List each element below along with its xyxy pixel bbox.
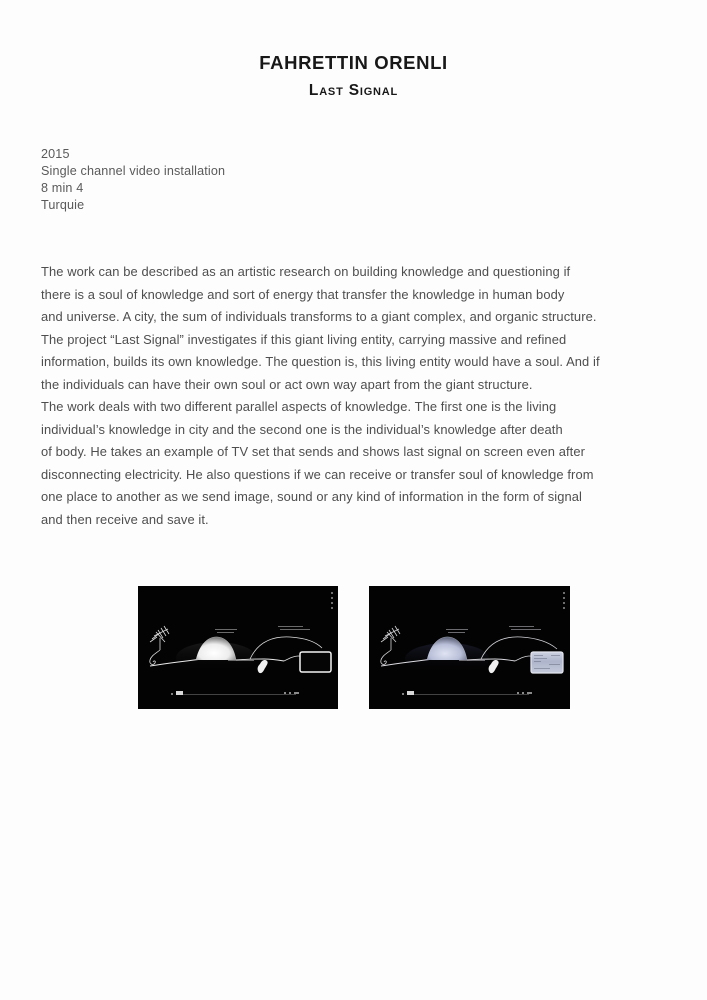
metadata-duration: 8 min 4 — [41, 181, 84, 196]
metadata-medium: Single channel video installation — [41, 164, 226, 179]
body-line: The work can be described as an artistic research on building knowledge and questioning if — [41, 264, 571, 279]
body-line: individual’s knowledge in city and the second one is the individual’s knowledge after death — [41, 421, 563, 437]
title-block — [0, 52, 707, 100]
body-line: disconnecting electricity. He also questions if we can receive or transfer soul of knowledge from — [41, 466, 594, 482]
right-edge-dots-right — [563, 592, 566, 612]
television-icon — [531, 652, 563, 673]
artist-name: FAHRETTIN ORENLI — [259, 52, 448, 73]
body-line: The work deals with two different parallel aspects of knowledge. The first one is the living — [41, 399, 557, 414]
metadata-country: Turquie — [41, 198, 85, 213]
metadata-year: 2015 — [41, 147, 70, 161]
video-still-left-artwork — [138, 586, 338, 709]
body-line: of body. He takes an example of TV set that sends and shows last signal on screen even after — [41, 444, 585, 459]
body-line: and universe. A city, the sum of individuals transforms to a giant complex, and organic structure. — [41, 309, 597, 324]
body-line: one place to another as we send image, sound or any kind of information in the form of signal — [41, 489, 582, 504]
body-line: The project “Last Signal” investigates if this giant living entity, carrying massive and refined — [41, 331, 567, 347]
television-icon — [300, 652, 331, 672]
body-text-block — [41, 261, 671, 531]
work-title: Last Signal — [308, 82, 399, 100]
body-line: and then receive and save it. — [41, 511, 209, 527]
right-edge-dots-left — [331, 592, 334, 612]
body-line: the individuals can have their own soul or act own way apart from the giant structure. — [41, 376, 533, 392]
body-line: there is a soul of knowledge and sort of energy that transfer the knowledge in human body — [41, 286, 565, 302]
metadata-block — [41, 146, 441, 214]
description-paragraph — [41, 261, 671, 531]
video-still-right-artwork — [369, 586, 570, 709]
video-still-left — [138, 586, 338, 709]
video-still-right — [369, 586, 570, 709]
figure-row — [138, 586, 570, 709]
body-line: information, builds its own knowledge. The question is, this living entity would have a soul. And if — [41, 354, 600, 369]
